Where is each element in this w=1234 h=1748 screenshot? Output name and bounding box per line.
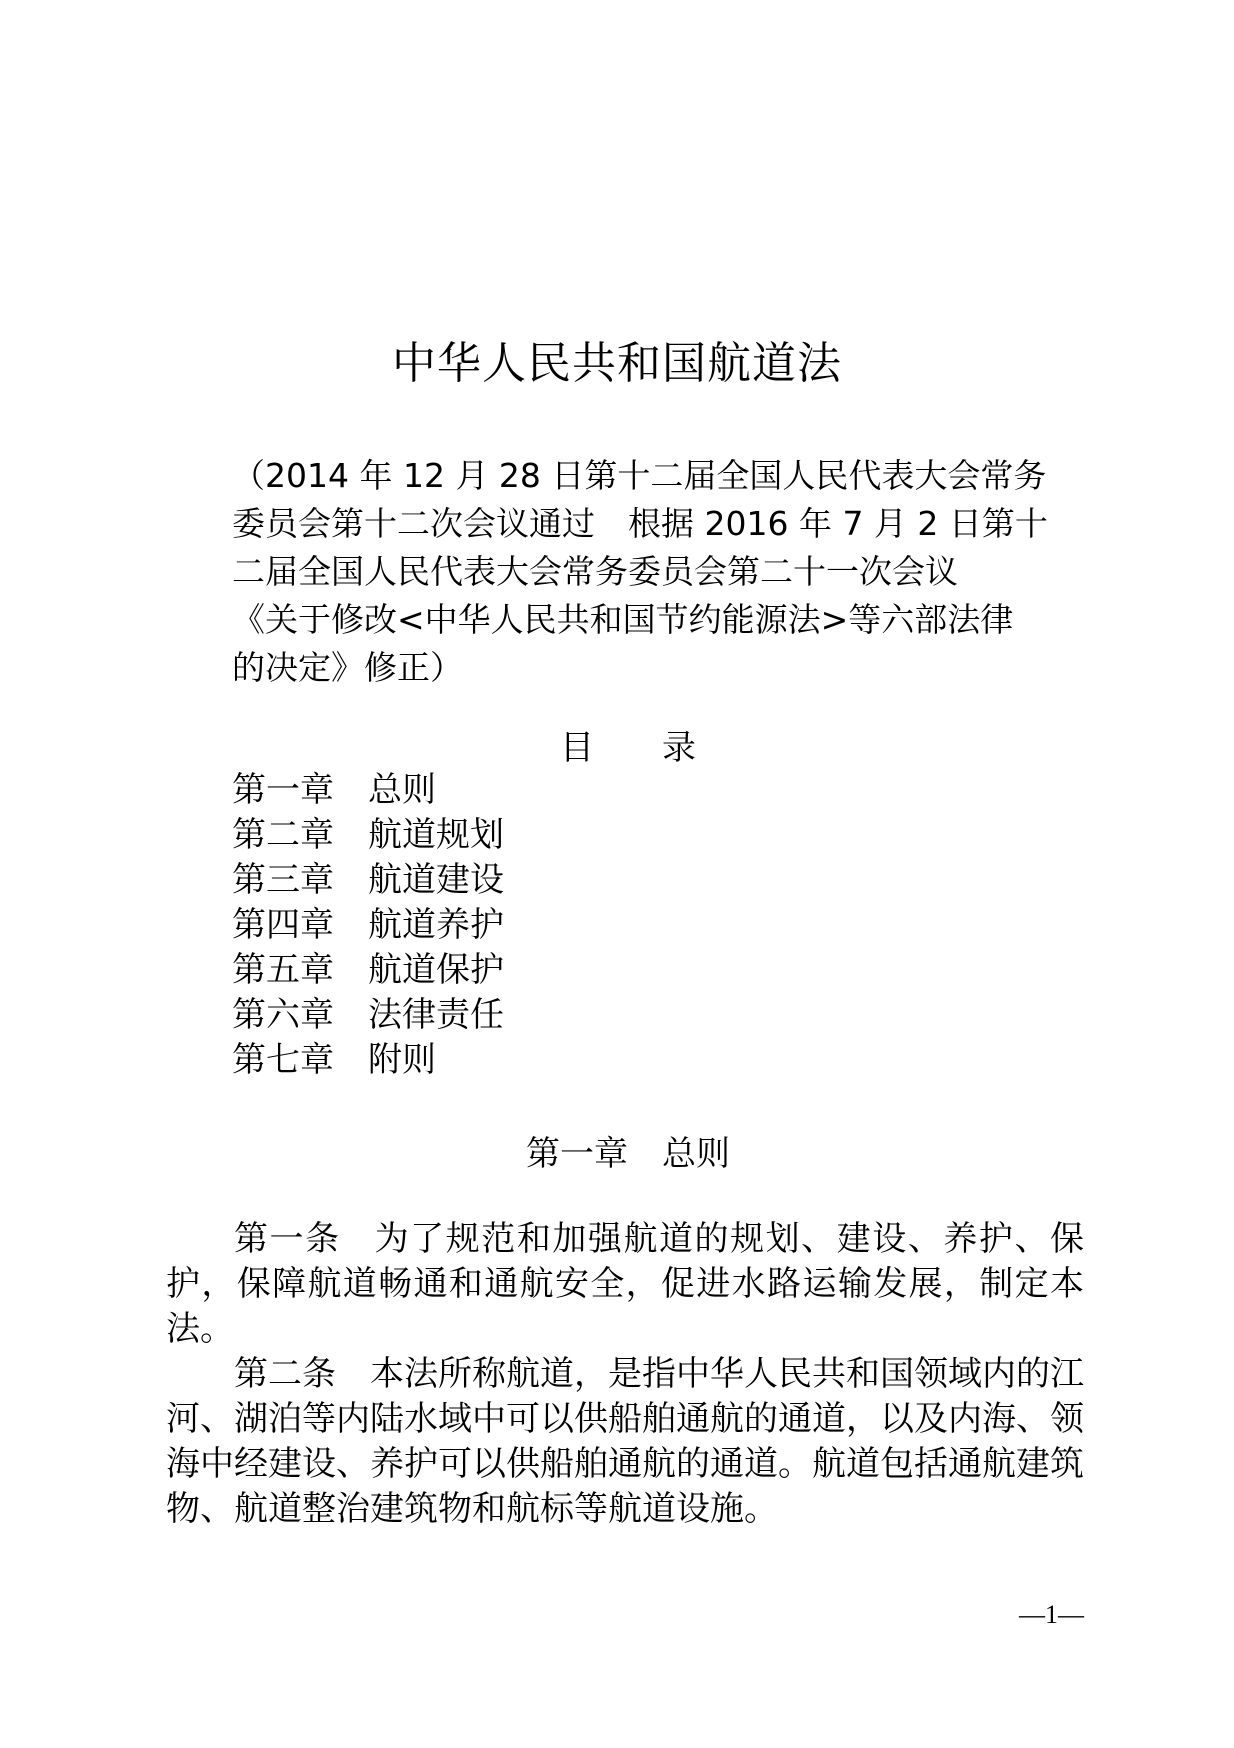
toc-chapter-number: 第六章 bbox=[232, 995, 334, 1035]
article-label: 第二条 bbox=[234, 1354, 336, 1394]
toc-chapter-number: 第五章 bbox=[232, 950, 334, 990]
toc-chapter-number: 第三章 bbox=[232, 860, 334, 900]
toc-chapter-name: 航道建设 bbox=[368, 860, 504, 900]
chapter-number: 第一章 bbox=[526, 1134, 628, 1174]
table-of-contents bbox=[232, 768, 504, 1083]
article bbox=[166, 1352, 1084, 1532]
chapter-heading bbox=[526, 1132, 730, 1176]
toc-chapter-number: 第七章 bbox=[232, 1040, 334, 1080]
chapter-body bbox=[166, 1217, 1084, 1532]
toc-item[interactable] bbox=[232, 858, 504, 903]
toc-chapter-name: 附则 bbox=[368, 1040, 436, 1080]
toc-title bbox=[560, 726, 696, 770]
adoption-note bbox=[232, 452, 1048, 692]
toc-chapter-number: 第四章 bbox=[232, 905, 334, 945]
toc-chapter-name: 航道保护 bbox=[368, 950, 504, 990]
toc-item[interactable] bbox=[232, 1038, 504, 1083]
toc-chapter-name: 总则 bbox=[368, 770, 436, 810]
toc-title-part: 目 bbox=[560, 728, 594, 768]
article-text: 本法所称航道，是指中华人民共和国领域内的江河、湖泊等内陆水域中可以供船舶通航的通道，以及内海、领海中经建设、养护可以供船舶通航的通道。航道包括通航建筑物、航道整治建筑物和航标等航道设施。 bbox=[166, 1354, 1084, 1529]
chapter-name: 总则 bbox=[662, 1134, 730, 1174]
toc-item[interactable] bbox=[232, 948, 504, 993]
toc-item[interactable] bbox=[232, 903, 504, 948]
page-number: —1— bbox=[1019, 1600, 1084, 1629]
article-text: 为了规范和加强航道的规划、建设、养护、保护，保障航道畅通和通航安全，促进水路运输发展，制定本法。 bbox=[166, 1219, 1085, 1349]
article-label: 第一条 bbox=[234, 1219, 341, 1259]
article bbox=[166, 1217, 1084, 1352]
toc-item[interactable] bbox=[232, 768, 504, 813]
document-title: 中华人民共和国航道法 bbox=[392, 338, 842, 389]
toc-chapter-name: 法律责任 bbox=[368, 995, 504, 1035]
adoption-note-line: 《关于修改<中华人民共和国节约能源法>等六部法律 bbox=[232, 600, 1014, 639]
toc-title-part: 录 bbox=[662, 728, 696, 768]
adoption-note-line: （2014 年 12 月 28 日第十二届全国人民代表大会常务 bbox=[232, 456, 1047, 495]
toc-chapter-number: 第二章 bbox=[232, 815, 334, 855]
toc-chapter-name: 航道养护 bbox=[368, 905, 504, 945]
toc-item[interactable] bbox=[232, 813, 504, 858]
adoption-note-line: 委员会第十二次会议通过 根据 2016 年 7 月 2 日第十 bbox=[232, 504, 1048, 543]
adoption-note-line: 的决定》修正） bbox=[232, 648, 463, 687]
toc-chapter-name: 航道规划 bbox=[368, 815, 504, 855]
toc-chapter-number: 第一章 bbox=[232, 770, 334, 810]
adoption-note-line: 二届全国人民代表大会常务委员会第二十一次会议 bbox=[232, 552, 958, 591]
toc-item[interactable] bbox=[232, 993, 504, 1038]
